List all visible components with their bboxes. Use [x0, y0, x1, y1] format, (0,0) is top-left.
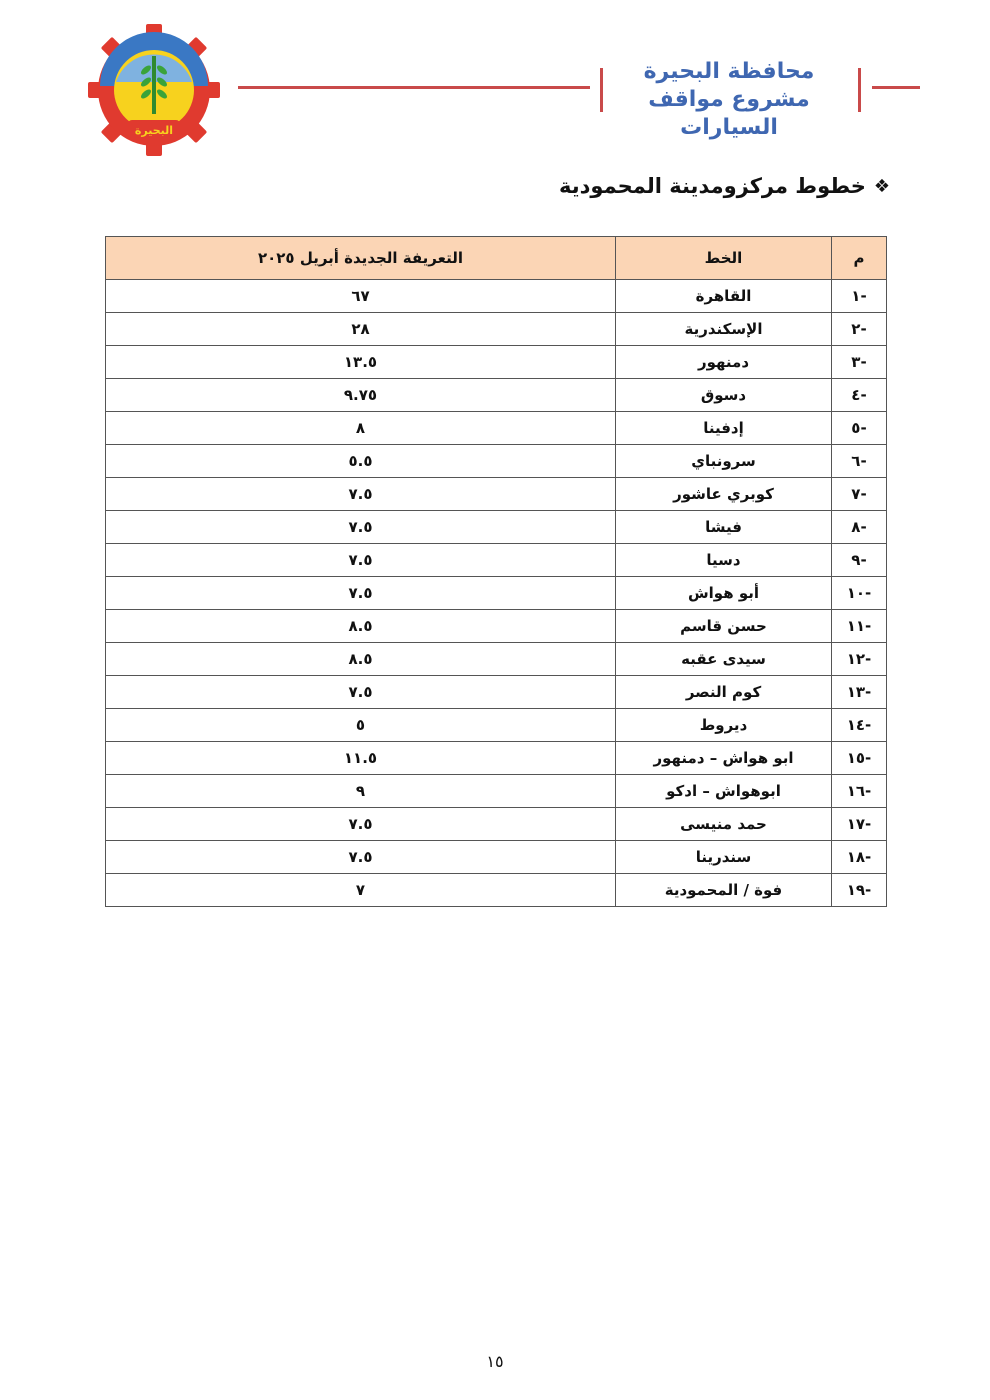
row-num: -١١ [832, 610, 887, 643]
page-number: ١٥ [486, 1352, 504, 1371]
table-row [106, 445, 887, 478]
row-line: سيدى عقبه [616, 643, 832, 676]
logo-text: البحيرة [134, 124, 174, 137]
row-tariff: ٧.٥ [106, 577, 616, 610]
row-line: أبو هواش [616, 577, 832, 610]
row-tariff: ٧.٥ [106, 544, 616, 577]
row-tariff: ٨ [106, 412, 616, 445]
table-row [106, 676, 887, 709]
row-tariff: ٩ [106, 775, 616, 808]
row-line: دسوق [616, 379, 832, 412]
row-line: دسيا [616, 544, 832, 577]
row-num: -١٣ [832, 676, 887, 709]
row-line: القاهرة [616, 280, 832, 313]
row-line: كوم النصر [616, 676, 832, 709]
table-row [106, 709, 887, 742]
row-line: إدفينا [616, 412, 832, 445]
row-num: -٨ [832, 511, 887, 544]
header-divider-left [600, 68, 603, 112]
governorate-logo [86, 22, 222, 158]
header-tariff: التعريفة الجديدة أبريل ٢٠٢٥ [106, 237, 616, 280]
row-num: -١٩ [832, 874, 887, 907]
row-num: -١٧ [832, 808, 887, 841]
row-line: ابو هواش – دمنهور [616, 742, 832, 775]
row-line: ديروط [616, 709, 832, 742]
header-divider-right [858, 68, 861, 112]
table-row [106, 280, 887, 313]
row-num: -١٦ [832, 775, 887, 808]
project-name: مشروع مواقف السيارات [648, 87, 810, 140]
row-num: -٩ [832, 544, 887, 577]
row-line: حسن قاسم [616, 610, 832, 643]
row-tariff: ٥ [106, 709, 616, 742]
row-line: سرونباي [616, 445, 832, 478]
table-row [106, 808, 887, 841]
table-row [106, 742, 887, 775]
table-header-row [106, 237, 887, 280]
row-tariff: ٧.٥ [106, 841, 616, 874]
section-heading [559, 174, 890, 198]
row-tariff: ٥.٥ [106, 445, 616, 478]
table-row [106, 577, 887, 610]
table-row [106, 478, 887, 511]
row-line: سندرينا [616, 841, 832, 874]
table-row [106, 874, 887, 907]
table-row [106, 841, 887, 874]
row-tariff: ٧.٥ [106, 511, 616, 544]
table-row [106, 775, 887, 808]
row-line: ابوهواش – ادكو [616, 775, 832, 808]
table-row [106, 346, 887, 379]
logo-emblem-icon [86, 22, 222, 158]
row-tariff: ٧.٥ [106, 676, 616, 709]
row-line: الإسكندرية [616, 313, 832, 346]
row-num: -٦ [832, 445, 887, 478]
row-line: حمد منيسى [616, 808, 832, 841]
table-row [106, 412, 887, 445]
table-row [106, 379, 887, 412]
row-tariff: ١١.٥ [106, 742, 616, 775]
row-line: كوبري عاشور [616, 478, 832, 511]
header-num: م [832, 237, 887, 280]
row-num: -١٥ [832, 742, 887, 775]
tariff-table [105, 236, 887, 907]
row-num: -١٤ [832, 709, 887, 742]
governorate-name: محافظة البحيرة [643, 59, 815, 84]
row-tariff: ٧.٥ [106, 478, 616, 511]
section-title: خطوط مركزومدينة المحمودية [559, 174, 866, 198]
header-rule-right [872, 86, 920, 89]
row-tariff: ٨.٥ [106, 643, 616, 676]
row-num: -١٢ [832, 643, 887, 676]
row-tariff: ٩.٧٥ [106, 379, 616, 412]
row-num: -١ [832, 280, 887, 313]
row-tariff: ٧.٥ [106, 808, 616, 841]
row-num: -٥ [832, 412, 887, 445]
row-num: -٣ [832, 346, 887, 379]
row-line: فيشا [616, 511, 832, 544]
row-num: -٤ [832, 379, 887, 412]
table-row [106, 610, 887, 643]
table-row [106, 511, 887, 544]
row-tariff: ١٣.٥ [106, 346, 616, 379]
row-line: دمنهور [616, 346, 832, 379]
diamond-bullet-icon: ❖ [873, 175, 890, 197]
table-row [106, 544, 887, 577]
row-num: -٧ [832, 478, 887, 511]
row-num: -١٠ [832, 577, 887, 610]
row-num: -١٨ [832, 841, 887, 874]
header-title [606, 58, 852, 142]
row-tariff: ٢٨ [106, 313, 616, 346]
row-tariff: ٨.٥ [106, 610, 616, 643]
row-tariff: ٦٧ [106, 280, 616, 313]
row-tariff: ٧ [106, 874, 616, 907]
row-num: -٢ [832, 313, 887, 346]
table-row [106, 313, 887, 346]
table-row [106, 643, 887, 676]
header-line: الخط [616, 237, 832, 280]
row-line: فوة / المحمودية [616, 874, 832, 907]
header-rule-left [238, 86, 590, 89]
